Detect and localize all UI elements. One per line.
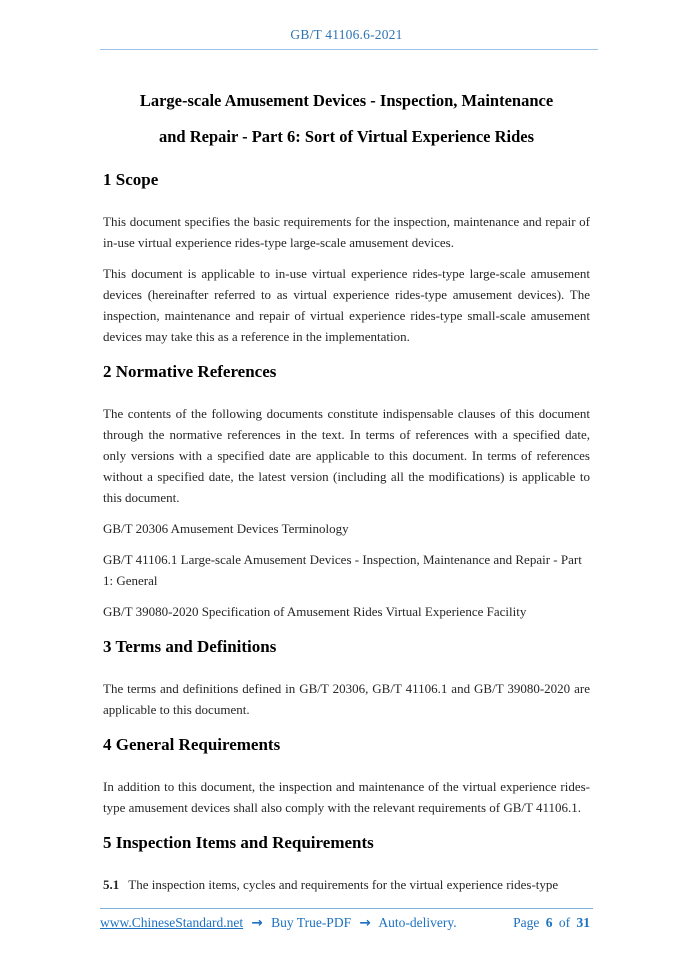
section-heading: 1 Scope [103, 170, 159, 189]
section-heading: 2 Normative References [103, 362, 277, 381]
paragraph: The terms and definitions defined in GB/T 20306, GB/T 41106.1 and GB/T 39080-2020 are applicable to this document. [103, 681, 590, 717]
page-label: Page [513, 915, 540, 930]
section-inspection-items [103, 832, 590, 895]
footer-buy-label: Buy True-PDF [271, 915, 352, 930]
page-footer [100, 908, 593, 931]
section-general-requirements [103, 734, 590, 818]
right-arrow-icon: → [359, 915, 371, 931]
standard-code: GB/T 41106.6-2021 [290, 27, 403, 42]
right-arrow-icon: → [251, 915, 263, 931]
page-total: 31 [576, 915, 590, 930]
document-title [103, 83, 590, 155]
page-current: 6 [545, 915, 553, 930]
footer-delivery-label: Auto-delivery. [378, 915, 457, 930]
page-of-label: of [558, 915, 571, 930]
reference-item: GB/T 20306 Amusement Devices Terminology [103, 521, 349, 536]
clause-number: 5.1 [103, 877, 120, 892]
clause-paragraph [103, 874, 590, 895]
clause-text: The inspection items, cycles and requirements for the virtual experience rides-type [128, 877, 559, 892]
document-title-line1: Large-scale Amusement Devices - Inspection, Maintenance [139, 91, 554, 110]
section-terms-definitions [103, 636, 590, 720]
section-heading: 4 General Requirements [103, 735, 281, 754]
paragraph: This document specifies the basic requirements for the inspection, maintenance and repair of in-use virtual experience rides-type large-scale amusement devices. [103, 214, 590, 250]
paragraph: This document is applicable to in-use virtual experience rides-type large-scale amusement devices (hereinafter referred to as virtual experience rides-type amusement devices). The inspection, maintenance and repair of virtual experience rides-type small-scale amusement devices may take this as a reference in the implementation. [103, 266, 590, 344]
paragraph: In addition to this document, the inspection and maintenance of the virtual experience rides-type amusement devices shall also comply with the relevant requirements of GB/T 41106.1. [103, 779, 590, 815]
header-rule [100, 49, 598, 50]
footer-site-link[interactable]: www.ChineseStandard.net [100, 915, 244, 930]
section-heading: 5 Inspection Items and Requirements [103, 833, 374, 852]
page-header [0, 26, 693, 44]
section-heading: 3 Terms and Definitions [103, 637, 277, 656]
document-title-line2: and Repair - Part 6: Sort of Virtual Experience Rides [158, 127, 535, 146]
footer-promo [100, 915, 457, 931]
page-indicator [513, 915, 593, 931]
reference-item: GB/T 41106.1 Large-scale Amusement Devices - Inspection, Maintenance and Repair - Part 1: General [103, 552, 582, 588]
section-normative-references [103, 361, 590, 622]
section-scope [103, 169, 590, 347]
reference-item: GB/T 39080-2020 Specification of Amusement Rides Virtual Experience Facility [103, 604, 527, 619]
paragraph: The contents of the following documents constitute indispensable clauses of this document through the normative references in the text. In terms of references with a specified date, only versions with a specified date are applicable to this document. In terms of references without a specified date, the latest version (including all the modifications) is applicable to this document. [103, 406, 590, 505]
